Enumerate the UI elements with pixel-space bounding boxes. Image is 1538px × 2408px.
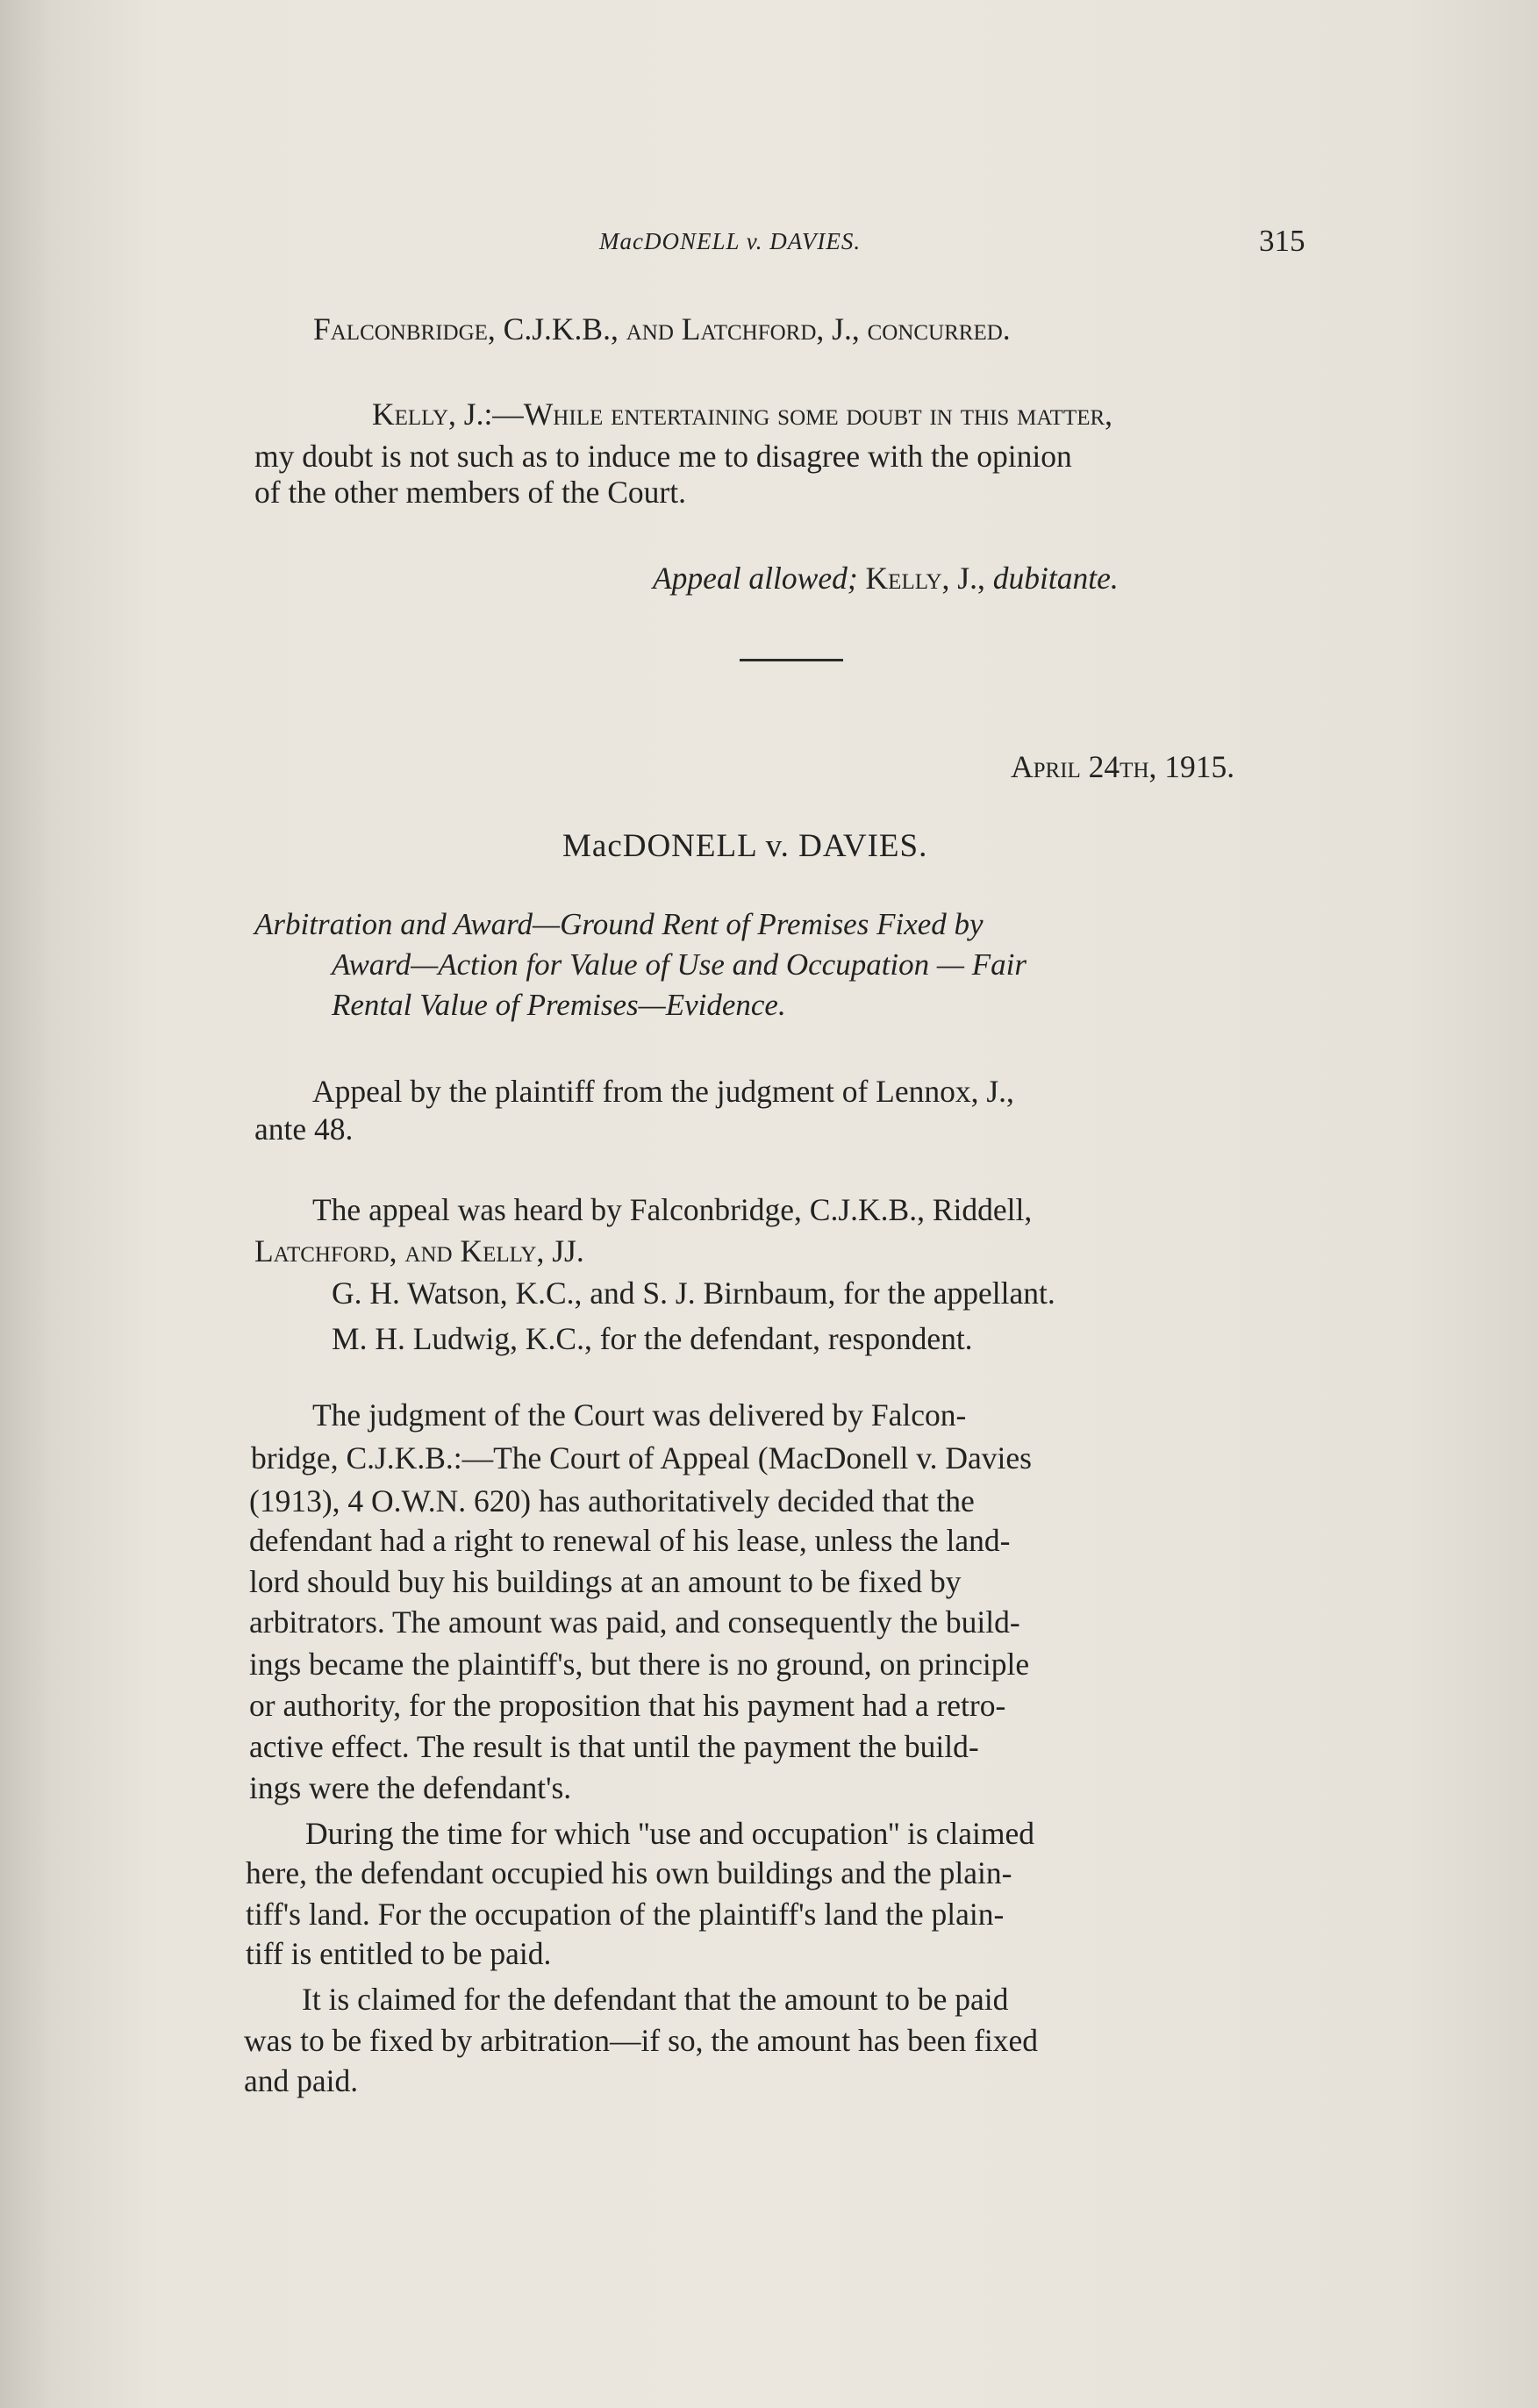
claim-line-2: was to be fixed by arbitration—if so, the amount has been fixed [244,2023,1039,2058]
judgment-line-2: bridge, C.J.K.B.:—The Court of Appeal (MacDonell v. Davies [251,1440,1032,1476]
judgment-line-6: arbitrators. The amount was paid, and consequently the build- [249,1604,1020,1640]
appeal-line-2: ante 48. [254,1111,354,1147]
headnote-line-1: Arbitration and Award—Ground Rent of Premises Fixed by [254,907,984,941]
occupation-line-1: During the time for which ''use and occupation'' is claimed [305,1816,1035,1851]
running-title: MacDONELL v. DAVIES. [599,228,862,254]
bleed-through-text [316,263,324,297]
judgment-line-7: ings became the plaintiff's, but there is no ground, on principle [249,1647,1030,1682]
occupation-line-2: here, the defendant occupied his own buildings and the plain- [246,1855,1012,1890]
kelly-line-2: my doubt is not such as to induce me to disagree with the opinion [254,439,1072,474]
appeal-line-1: Appeal by the plaintiff from the judgment of Lennox, J., [312,1074,1014,1109]
judgment-line-9: active effect. The result is that until the payment the build- [249,1729,979,1764]
judgment-line-4: defendant had a right to renewal of his lease, unless the land- [249,1523,1011,1558]
disposition-note: dubitante. [992,561,1119,596]
kelly-line-1: Kelly, J.:—While entertaining some doubt in this matter, [372,397,1113,432]
heard-line-2: Latchford, and Kelly, JJ. [254,1233,584,1268]
counsel-respondent: M. H. Ludwig, K.C., for the defendant, respondent. [332,1321,973,1356]
claim-line-3: and paid. [244,2063,359,2098]
disposition-judge: Kelly, J., [865,561,985,596]
judgment-line-8: or authority, for the proposition that his payment had a retro- [249,1688,1006,1723]
judgment-line-1: The judgment of the Court was delivered by Falcon- [312,1397,967,1433]
decision-date: April 24th, 1915. [1011,749,1235,784]
occupation-line-3: tiff's land. For the occupation of the plaintiff's land the plain- [246,1897,1005,1932]
heard-line-1: The appeal was heard by Falconbridge, C.J.K.B., Riddell, [312,1192,1033,1227]
kelly-line-3: of the other members of the Court. [254,475,686,510]
judgment-line-3: (1913), 4 O.W.N. 620) has authoritatively decided that the [249,1483,975,1518]
disposition [653,563,1119,595]
occupation-line-4: tiff is entitled to be paid. [246,1936,552,1971]
judgment-line-5: lord should buy his buildings at an amount to be fixed by [249,1564,962,1599]
judgment-line-10: ings were the defendant's. [249,1770,572,1805]
case-title: MacDONELL v. DAVIES. [562,828,928,864]
page-number: 315 [1259,224,1306,258]
concurrence-line: Falconbridge, C.J.K.B., and Latchford, J., concurred. [313,311,1011,347]
counsel-appellant: G. H. Watson, K.C., and S. J. Birnbaum, for the appellant. [332,1275,1055,1311]
claim-line-1: It is claimed for the defendant that the amount to be paid [302,1982,1009,2017]
section-divider [740,659,843,661]
disposition-italic: Appeal allowed; [653,561,858,596]
headnote-line-3: Rental Value of Premises—Evidence. [332,988,786,1022]
headnote-line-2: Award—Action for Value of Use and Occupation — Fair [332,947,1027,982]
